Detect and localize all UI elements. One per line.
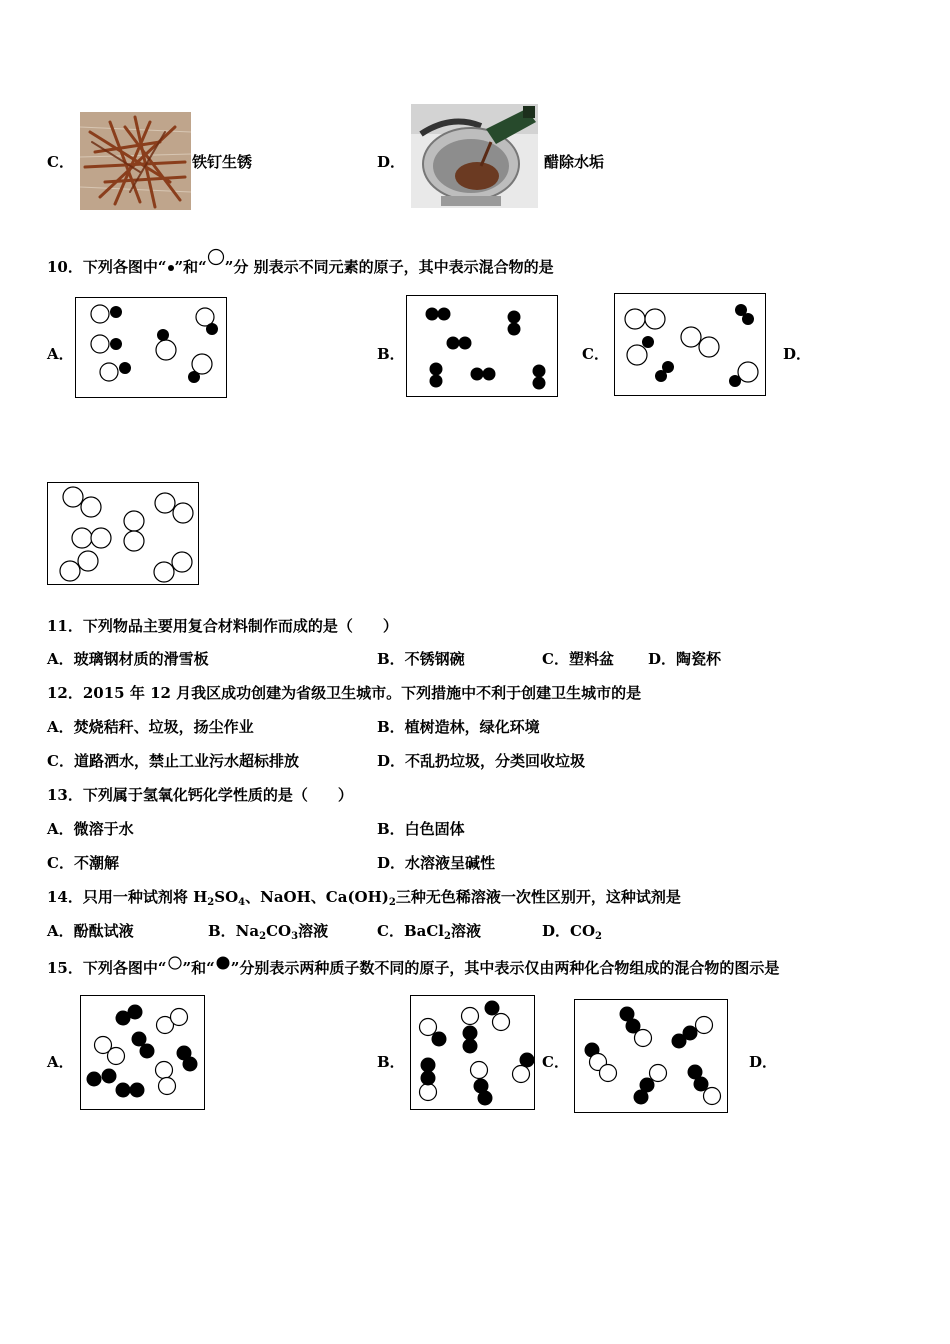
q14-sub: 4 <box>238 897 246 908</box>
q14-option-d-part: D．CO <box>542 922 596 940</box>
q15-option-a-label: A． <box>47 1053 74 1071</box>
q11-option-b: B．不锈钢碗 <box>377 650 465 668</box>
q10-option-d-label: D． <box>783 345 812 363</box>
q12-option-d: D．不乱扔垃圾，分类回收垃圾 <box>377 752 586 770</box>
q14-stem-part-a: 14．只用一种试剂将 H <box>47 888 208 906</box>
q14-option-b-part: 溶液 <box>298 922 329 940</box>
q9-option-c-text: 铁钉生锈 <box>192 153 253 171</box>
q15-option-d-label: D． <box>749 1053 778 1071</box>
q14-sub: 2 <box>388 897 396 908</box>
q15-stem <box>47 955 779 978</box>
q10-stem <box>47 248 554 277</box>
q14-sub: 2 <box>259 931 267 942</box>
q15-number: 15． <box>47 959 83 977</box>
white-atom-icon <box>167 955 183 971</box>
q15-stem-part-c: ”分别表示两种质子数不同的原子，其中表示仅由两种化合物组成的混合物的图示是 <box>230 959 780 977</box>
q13-option-c: C．不潮解 <box>47 854 119 872</box>
q14-stem-part-d: 三种无色稀溶液一次性区别开，这种试剂是 <box>395 888 681 906</box>
q14-option-b-part: B．Na <box>208 922 260 940</box>
q14-option-d <box>542 921 602 941</box>
kettle-vinegar-image <box>411 104 538 208</box>
q15-stem-part-a: 下列各图中“ <box>82 959 167 977</box>
q15-option-c-label: C． <box>542 1053 569 1071</box>
q10-stem-part-c: ”分 别表示不同元素的原子，其中表示混合物的是 <box>224 258 554 276</box>
q12-option-c: C．道路洒水，禁止工业污水超标排放 <box>47 752 299 770</box>
q10-diagram-b <box>406 295 558 397</box>
q14-sub: 3 <box>291 931 299 942</box>
q10-stem-part-b: ”和“ <box>174 258 207 276</box>
black-atom-icon <box>167 264 175 272</box>
white-atom-icon <box>207 248 225 266</box>
q14-option-b-part: CO <box>266 922 292 940</box>
q13-stem: 13．下列属于氢氧化钙化学性质的是（ ） <box>47 786 353 804</box>
q14-sub: 2 <box>443 931 451 942</box>
q13-option-b: B．白色固体 <box>377 820 465 838</box>
q14-option-c-part: 溶液 <box>450 922 481 940</box>
q14-stem-part-c: 、NaOH、Ca(OH) <box>245 888 389 906</box>
q11-option-d: D．陶瓷杯 <box>648 650 722 668</box>
q10-option-c-label: C． <box>582 345 609 363</box>
q15-diagram-b <box>410 995 535 1110</box>
q14-option-a: A．酚酞试液 <box>47 922 134 940</box>
q9-option-d-text: 醋除水垢 <box>544 153 605 171</box>
q15-diagram-c <box>574 999 728 1113</box>
q11-stem: 11．下列物品主要用复合材料制作而成的是（ ） <box>47 617 398 635</box>
q10-number: 10． <box>47 258 83 276</box>
q10-stem-part-a: 下列各图中“ <box>82 258 167 276</box>
q10-option-a-label: A． <box>47 345 74 363</box>
q14-option-b <box>208 921 328 941</box>
q11-option-c: C．塑料盆 <box>542 650 614 668</box>
q12-option-b: B．植树造林，绿化环境 <box>377 718 540 736</box>
q13-option-a: A．微溶于水 <box>47 820 134 838</box>
q10-option-b-label: B． <box>377 345 405 363</box>
q12-option-a: A．焚烧秸秆、垃圾，扬尘作业 <box>47 718 254 736</box>
q12-stem: 12．2015 年 12 月我区成功创建为省级卫生城市。下列措施中不利于创建卫生城市的是 <box>47 684 642 702</box>
black-atom-icon <box>215 955 231 971</box>
q9-option-d-label: D． <box>377 153 406 171</box>
q14-stem <box>47 887 681 907</box>
q14-option-c <box>377 921 481 941</box>
q14-sub: 2 <box>207 897 215 908</box>
q11-option-a: A．玻璃钢材质的滑雪板 <box>47 650 209 668</box>
rusty-nails-image <box>80 112 191 210</box>
q14-sub: 2 <box>595 931 602 942</box>
q14-option-c-part: C．BaCl <box>377 922 444 940</box>
q15-diagram-a <box>80 995 205 1110</box>
q9-option-c-label: C． <box>47 153 74 171</box>
q10-diagram-a <box>75 297 227 398</box>
q13-option-d: D．水溶液呈碱性 <box>377 854 496 872</box>
q15-stem-part-b: ”和“ <box>182 959 215 977</box>
q10-diagram-c <box>614 293 766 396</box>
q14-stem-part-b: SO <box>214 888 239 906</box>
q10-diagram-d <box>47 482 199 585</box>
q15-option-b-label: B． <box>377 1053 405 1071</box>
